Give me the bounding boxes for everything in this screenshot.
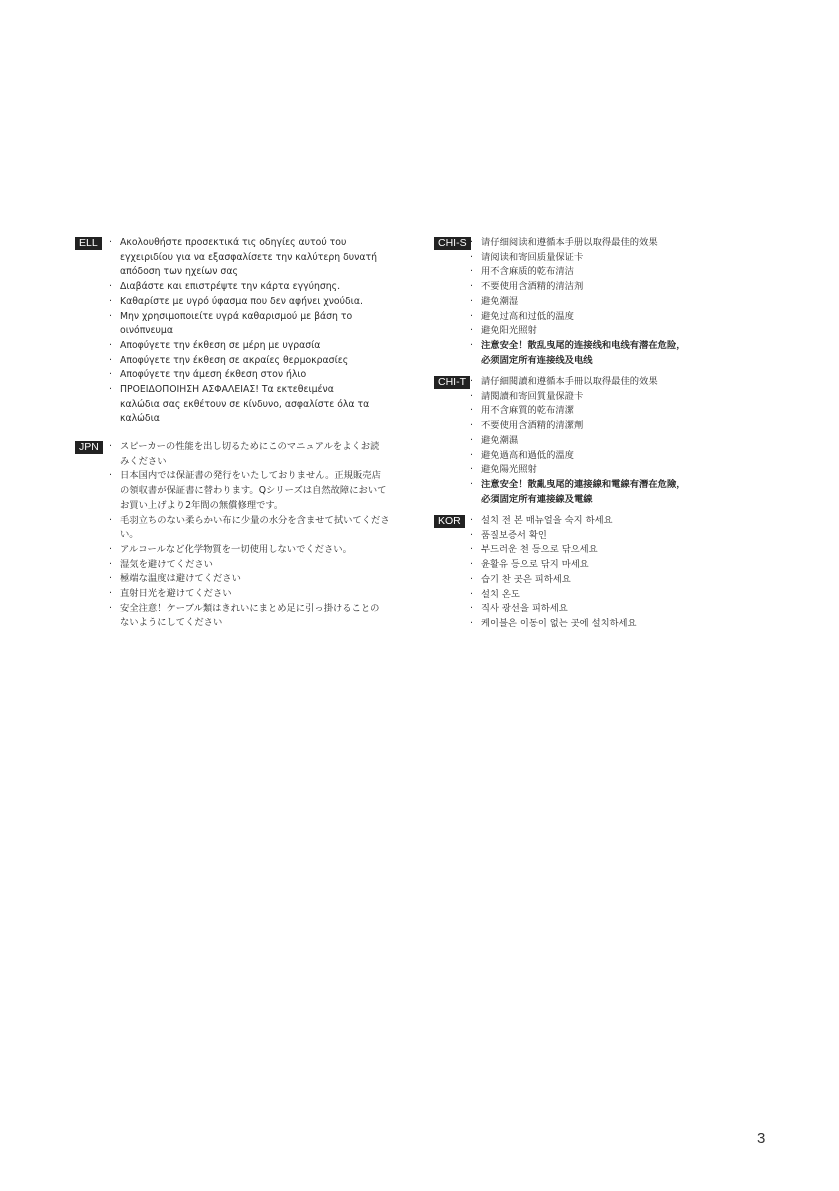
list-item: · 避免過高和過低的溫度 (470, 449, 574, 461)
language-tag-jpn: JPN (75, 441, 103, 454)
section-korean (434, 514, 764, 632)
list-item: · 부드러운 천 등으로 닦으세요 (470, 544, 598, 556)
list-item: · 避免阳光照射 (470, 325, 537, 337)
section-greek (75, 236, 405, 427)
list-item: · 请仔细阅读和遵循本手册以取得最佳的效果 (470, 237, 658, 248)
list-item: · 避免潮濕 (470, 434, 519, 446)
list-item: · 毛羽立ちのない柔らかい布に少量の水分を含ませて拭いてくださ い。 (109, 514, 390, 541)
safety-warning-item: · 安全注意！ケーブル類はきれいにまとめ足に引っ掛けることの ないようにしてください (109, 602, 380, 629)
language-tag-chi-s: CHI-S (434, 237, 471, 250)
instruction-list-greek (109, 236, 405, 427)
page-number: 3 (757, 1130, 766, 1147)
list-item: · 설치 전 본 매뉴얼을 숙지 하세요 (470, 515, 613, 526)
list-item: · 不要使用含酒精的清洁剂 (470, 281, 584, 293)
instruction-list-chinese-simplified (470, 236, 764, 368)
list-item: · Μην χρησιμοποιείτε υγρά καθαρισμού με βάση το οινόπνευμα (109, 310, 353, 337)
list-item: · 直射日光を避けてください (109, 588, 232, 600)
list-item: · 不要使用含酒精的清潔劑 (470, 420, 584, 432)
list-item: · 품질보증서 확인 (470, 529, 547, 541)
instruction-list-japanese (109, 440, 415, 631)
list-item: · 직사 광선을 피하세요 (470, 603, 568, 615)
list-item: · 湿気を避けてください (109, 558, 213, 570)
list-item: · アルコールなど化学物質を一切使用しないでください。 (109, 543, 352, 555)
language-tag-chi-t: CHI-T (434, 376, 470, 389)
list-item: · 極端な温度は避けてください (109, 573, 241, 585)
instruction-list-korean (470, 514, 764, 632)
instruction-list-chinese-traditional (470, 375, 764, 507)
language-tag-kor: KOR (434, 515, 465, 528)
list-item: · 用不含麻质的乾布清洁 (470, 266, 574, 278)
section-chinese-traditional (434, 375, 764, 507)
list-item: · Καθαρίστε με υγρό ύφασμα που δεν αφήνει χνούδια. (109, 295, 363, 307)
safety-warning-item: · 注意安全！散乱曳尾的连接线和电线有潜在危险， 必须固定所有连接线及电线 (470, 339, 686, 366)
language-tag-ell: ELL (75, 237, 102, 250)
list-item: · 请阅读和寄回质量保证卡 (470, 251, 584, 263)
list-item: · 설치 온도 (470, 588, 520, 600)
safety-warning-item: · ΠΡΟΕΙΔΟΠΟΙΗΣΗ ΑΣΦΑΛΕΙΑΣ! Τα εκτεθειμένα καλώδια σας εκθέτουν σε κίνδυνο, ασφαλίστε όλα τα καλώδια (109, 384, 370, 425)
section-japanese (75, 440, 415, 631)
safety-warning-item: · 케이블은 이동이 없는 곳에 설치하세요 (470, 617, 637, 629)
section-chinese-simplified (434, 236, 764, 368)
list-item: · 습기 찬 곳은 피하세요 (470, 573, 571, 585)
safety-warning-item: · 注意安全！散亂曳尾的連接線和電線有潛在危險， 必須固定所有連接線及電線 (470, 478, 686, 505)
list-item: · 日本国内では保証書の発行をいたしておりません。正規販売店 の領収書が保証書に替わります。Qシリーズは自然故障において お買い上げより2年間の無償修理です。 (109, 470, 387, 511)
list-item: · 避免过高和过低的温度 (470, 310, 574, 322)
list-item: · 避免潮湿 (470, 295, 519, 307)
list-item: · スピーカーの性能を出し切るためにこのマニュアルをよくお読 みください (109, 441, 380, 467)
list-item: · 윤활유 등으로 닦지 마세요 (470, 559, 589, 571)
list-item: · 請閱讀和寄回質量保證卡 (470, 390, 584, 402)
list-item: · Αποφύγετε την άμεση έκθεση στον ήλιο (109, 369, 307, 381)
list-item: · 避免陽光照射 (470, 464, 537, 476)
list-item: · Αποφύγετε την έκθεση σε ακραίες θερμοκρασίες (109, 354, 349, 366)
list-item: · 請仔細閱讀和遵循本手冊以取得最佳的效果 (470, 376, 658, 387)
list-item: · Διαβάστε και επιστρέψτε την κάρτα εγγύησης. (109, 281, 341, 293)
list-item: · 用不含麻質的乾布清潔 (470, 405, 574, 417)
list-item: · Ακολουθήστε προσεκτικά τις οδηγίες αυτού του εγχειριδίου για να εξασφαλίσετε την καλύτερη δυνατή απόδοση των ηχείων σας (109, 237, 377, 278)
list-item: · Αποφύγετε την έκθεση σε μέρη με υγρασία (109, 339, 321, 351)
